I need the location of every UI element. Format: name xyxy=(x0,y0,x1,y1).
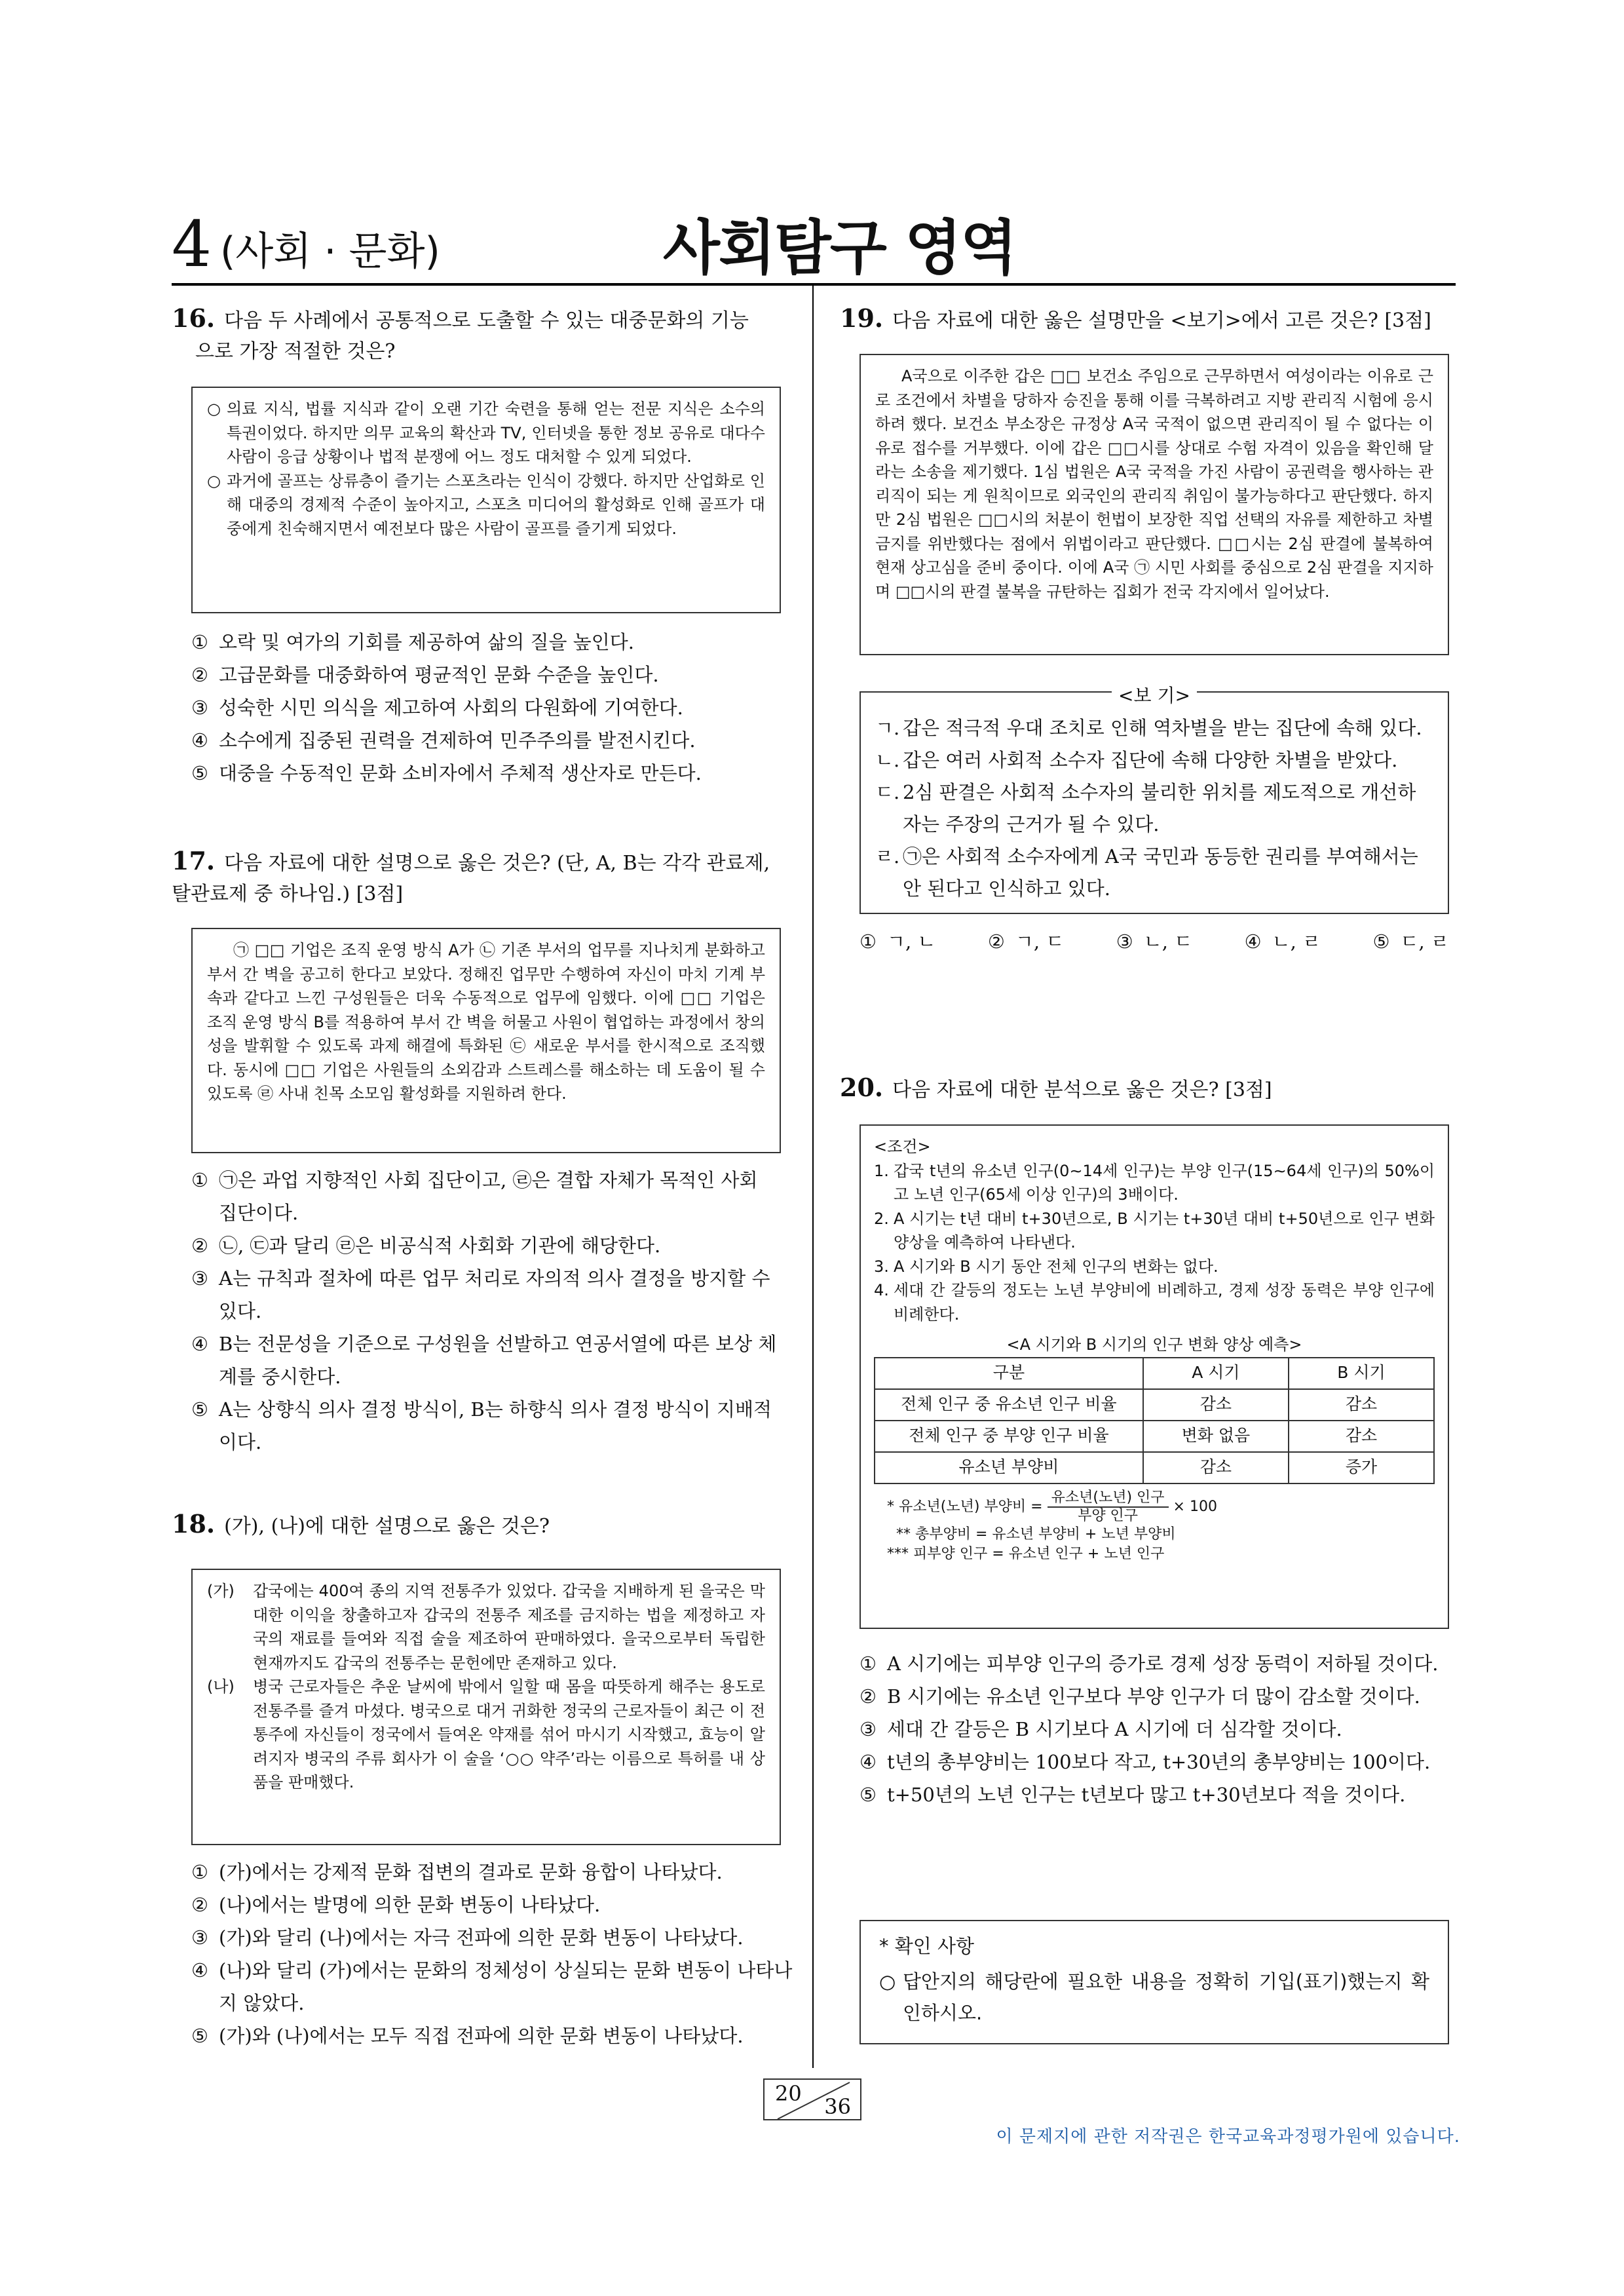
q19-bogi-box xyxy=(859,685,1449,914)
option-2[interactable]: ② B 시기에는 유소년 인구보다 부양 인구가 더 많이 감소할 것이다. xyxy=(859,1685,1420,1708)
option-1[interactable]: ① 오락 및 여가의 기회를 제공하여 삶의 질을 높인다. xyxy=(191,631,635,653)
passage-text: A국으로 이주한 갑은 □□ 보건소 주임으로 근무하면서 여성이라는 이유로 근로 조건에서 차별을 당하자 승진을 통해 이를 극복하려고 지방 관리직 시험에 응시하려 했다. 보건소 부소장은 규정상 A국 국적이 없으면 관리직이 될 수 없다는 이유로 접수를 거부했다. 이에 갑은 □□시를 상대로 수험 자격이 있음을 확인해 달라는 소송을 제기했다. 1심 법원은 A국 국적을 가진 사람이 공권력을 행사하는 관리직이 되는 게 원칙이므로 외국인의 관리직 취임이 불가능하다고 판단했다. 하지만 2심 법원은 □□시의 처분이 헌법이 보장한 직업 선택의 자유를 제한하고 차별 금지를 위반했다는 점에서 위법이라고 판단했다. □□시는 2심 판결에 불복하여 현재 상고심을 준비 중이다. 이에 A국 ㉠ 시민 사회를 중심으로 2심 판결을 지지하며 □□시의 판결 불복을 규탄하는 집회가 전국 각지에서 일어났다. xyxy=(875,367,1433,601)
page-header xyxy=(172,208,1456,287)
option-4[interactable]: ④ B는 전문성을 기준으로 구성원을 선발하고 연공서열에 따른 보상 체계를 중시한다. xyxy=(191,1333,777,1388)
passage-item: ○ 의료 지식, 법률 지식과 같이 오랜 기간 숙련을 통해 얻는 전문 지식은 소수의 특권이었다. 하지만 의무 교육의 확산과 TV, 인터넷을 통한 정보 공유로 대다수 사람이 응급 상황이나 법적 분쟁에 어느 정도 대처할 수 있게 되었다. xyxy=(207,400,765,466)
header-divider xyxy=(172,283,1456,286)
table-header-row xyxy=(875,1358,1434,1389)
option-4[interactable]: ④ 소수에게 집중된 권력을 견제하여 민주주의를 발전시킨다. xyxy=(191,729,696,752)
question-number: 17. xyxy=(172,846,216,875)
column-divider xyxy=(812,286,814,2068)
table-header: 구분 xyxy=(875,1358,1143,1389)
subject-label: (사회 · 문화) xyxy=(220,229,440,275)
passage-item: (가) 갑국에는 400여 종의 지역 전통주가 있었다. 갑국을 지배하게 된 을국은 막대한 이익을 창출하고자 갑국의 전통주 제조를 금지하는 법을 제정하고 자국의 재료를 들여와 직접 술을 제조하여 판매하였다. 을국으로부터 독립한 현재까지도 갑국의 전통주는 문헌에만 존재하고 있다. xyxy=(207,1582,765,1672)
table-cell: 증가 xyxy=(1289,1452,1434,1483)
condition-item: 3. A 시기와 B 시기 동안 전체 인구의 변화는 없다. xyxy=(874,1257,1218,1276)
option-3[interactable]: ③ (가)와 달리 (나)에서는 자극 전파에 의한 문화 변동이 나타났다. xyxy=(191,1926,744,1949)
table-cell: 감소 xyxy=(1289,1421,1434,1452)
option-3[interactable]: ③ 성숙한 시민 의식을 제고하여 사회의 다원화에 기여한다. xyxy=(191,697,683,719)
question-number: 19. xyxy=(840,303,884,333)
table-cell: 감소 xyxy=(1143,1452,1289,1483)
passage-item: (나) 병국 근로자들은 추운 날씨에 밖에서 일할 때 몸을 따뜻하게 해주는 용도로 전통주를 즐겨 마셨다. 병국으로 대거 귀화한 정국의 근로자들이 최근 이 전통주에 자신들이 정국에서 들여온 약재를 섞어 마시기 시작했고, 효능이 알려지자 병국의 주류 회사가 이 술을 ‘○○ 약주’라는 이름으로 특허를 내 상품을 판매했다. xyxy=(207,1677,765,1791)
table-cell: 전체 인구 중 유소년 인구 비율 xyxy=(875,1389,1143,1421)
question-text-cont: 탈관료제 중 하나임.) [3점] xyxy=(172,883,404,906)
option-4[interactable]: ④ (나)와 달리 (가)에서는 문화의 정체성이 상실되는 문화 변동이 나타나지 않았다. xyxy=(191,1959,793,2014)
table-row xyxy=(875,1389,1434,1421)
q16-options xyxy=(191,626,794,790)
q17-passage-box xyxy=(191,928,781,1153)
question-17 xyxy=(172,845,794,909)
q19-passage-box xyxy=(859,354,1449,655)
option-3[interactable]: ③ A는 규칙과 절차에 따른 업무 처리로 자의적 의사 결정을 방지할 수 있다. xyxy=(191,1267,770,1322)
table-cell: 유소년 부양비 xyxy=(875,1452,1143,1483)
option-4[interactable]: ④ ㄴ, ㄹ xyxy=(1244,930,1321,953)
question-text: 다음 자료에 대한 분석으로 옳은 것은? [3점] xyxy=(892,1079,1272,1101)
condition-item: 1. 갑국 t년의 유소년 인구(0∼14세 인구)는 부양 인구(15∼64세 인구)의 50%이고 노년 인구(65세 이상 인구)의 3배이다. xyxy=(874,1161,1435,1204)
page-number-box xyxy=(763,2078,861,2120)
fraction: $\frac{\text{유소년(노년) 인구}}{\text{부양 인구}}$ xyxy=(1048,1489,1169,1525)
table-header: B 시기 xyxy=(1289,1358,1434,1389)
option-1[interactable]: ① ㄱ, ㄴ xyxy=(859,930,936,953)
passage-text: ㉠ □□ 기업은 조직 운영 방식 A가 ㉡ 기존 부서의 업무를 지나치게 분화하고 부서 간 벽을 공고히 한다고 보았다. 정해진 업무만 수행하여 자신이 마치 기계 부속과 같다고 느낀 구성원들은 더욱 수동적으로 업무에 임했다. 이에 □□ 기업은 조직 운영 방식 B를 적용하여 부서 간 벽을 허물고 사원이 협업하는 과정에서 창의성을 발휘할 수 있도록 과제 해결에 특화된 ㉢ 새로운 부서를 한시적으로 조직했다. 동시에 □□ 기업은 사원들의 소외감과 스트레스를 해소하는 데 도움이 될 수 있도록 ㉣ 사내 친목 소모임 활성화를 지원하려 한다. xyxy=(207,941,765,1103)
option-1[interactable]: ① A 시기에는 피부양 인구의 증가로 경제 성장 동력이 저하될 것이다. xyxy=(859,1653,1439,1675)
table-cell: 변화 없음 xyxy=(1143,1421,1289,1452)
bogi-item: ㄱ. 갑은 적극적 우대 조치로 인해 역차별을 받는 집단에 속해 있다. xyxy=(875,717,1422,739)
question-number: 16. xyxy=(172,303,216,333)
note-dependent-pop: *** 피부양 인구 = 유소년 인구 + 노년 인구 xyxy=(887,1545,1165,1562)
question-18 xyxy=(172,1508,794,1542)
question-text: 다음 두 사례에서 공통적으로 도출할 수 있는 대중문화의 기능 xyxy=(224,309,749,332)
question-text: 다음 자료에 대한 설명으로 옳은 것은? (단, A, B는 각각 관료제, xyxy=(224,852,770,875)
page-current: 20 xyxy=(775,2081,802,2106)
bogi-item: ㄷ. 2심 판결은 사회적 소수자의 불리한 위치를 제도적으로 개선하자는 주장의 근거가 될 수 있다. xyxy=(875,781,1416,835)
table-notes xyxy=(874,1489,1435,1564)
option-2[interactable]: ② (나)에서는 발명에 의한 문화 변동이 나타났다. xyxy=(191,1894,601,1916)
table-row xyxy=(875,1421,1434,1452)
confirm-box xyxy=(859,1920,1449,2044)
page-number-label: 4 xyxy=(172,208,212,281)
option-2[interactable]: ② 고급문화를 대중화하여 평균적인 문화 수준을 높인다. xyxy=(191,664,659,686)
condition-label: <조건> xyxy=(874,1138,931,1156)
page-title: 사회탐구 영역 xyxy=(663,214,1016,282)
question-20 xyxy=(840,1072,1456,1105)
question-number: 18. xyxy=(172,1509,216,1539)
bogi-item: ㄹ. ㉠은 사회적 소수자에게 A국 국민과 동등한 권리를 부여해서는 안 된다고 인식하고 있다. xyxy=(875,845,1418,900)
q18-options xyxy=(191,1856,794,2052)
option-3[interactable]: ③ ㄴ, ㄷ xyxy=(1116,930,1193,953)
option-5[interactable]: ⑤ t+50년의 노년 인구는 t년보다 많고 t+30년보다 적을 것이다. xyxy=(859,1784,1406,1806)
table-cell: 감소 xyxy=(1289,1389,1434,1421)
option-5[interactable]: ⑤ ㄷ, ㄹ xyxy=(1372,930,1449,953)
condition-item: 2. A 시기는 t년 대비 t+30년으로, B 시기는 t+30년 대비 t+50년으로 인구 변화 양상을 예측하여 나타낸다. xyxy=(874,1209,1435,1252)
q20-options xyxy=(859,1647,1462,1811)
bogi-label: <보 기> xyxy=(1112,685,1197,706)
option-5[interactable]: ⑤ A는 상향식 의사 결정 방식이, B는 하향식 의사 결정 방식이 지배적이다. xyxy=(191,1398,772,1453)
note-total-ratio: ** 총부양비 = 유소년 부양비 + 노년 부양비 xyxy=(896,1525,1176,1542)
condition-item: 4. 세대 간 갈등의 정도는 노년 부양비에 비례하고, 경제 성장 동력은 부양 인구에 비례한다. xyxy=(874,1281,1435,1324)
option-4[interactable]: ④ t년의 총부양비는 100보다 작고, t+30년의 총부양비는 100이다. xyxy=(859,1751,1431,1773)
option-2[interactable]: ② ㄱ, ㄷ xyxy=(987,930,1065,953)
question-text: (가), (나)에 대한 설명으로 옳은 것은? xyxy=(224,1515,550,1538)
q19-options xyxy=(859,925,1449,958)
confirm-title: * 확인 사항 xyxy=(879,1935,974,1957)
note-dependency-ratio: * 유소년(노년) 부양비 = $\frac{\text{유소년(노년) 인구}}{\text{부양 인구}} \times 100$ xyxy=(887,1489,1217,1524)
population-table xyxy=(874,1357,1435,1484)
option-2[interactable]: ② ㉡, ㉢과 달리 ㉣은 비공식적 사회화 기관에 해당한다. xyxy=(191,1234,661,1257)
page-total: 36 xyxy=(824,2094,851,2119)
q20-data-box xyxy=(859,1124,1449,1629)
q17-options xyxy=(191,1164,781,1459)
confirm-item: ○ 답안지의 해당란에 필요한 내용을 정확히 기입(표기)했는지 확인하시오. xyxy=(879,1970,1429,2024)
copyright-notice: 이 문제지에 관한 저작권은 한국교육과정평가원에 있습니다. xyxy=(996,2127,1460,2147)
option-1[interactable]: ① (가)에서는 강제적 문화 접변의 결과로 문화 융합이 나타났다. xyxy=(191,1861,723,1883)
option-3[interactable]: ③ 세대 간 갈등은 B 시기보다 A 시기에 더 심각할 것이다. xyxy=(859,1718,1342,1740)
table-header: A 시기 xyxy=(1143,1358,1289,1389)
option-1[interactable]: ① ㉠은 과업 지향적인 사회 집단이고, ㉣은 결합 자체가 목적인 사회 집단이다. xyxy=(191,1169,758,1224)
bogi-item: ㄴ. 갑은 여러 사회적 소수자 집단에 속해 다양한 차별을 받았다. xyxy=(875,749,1398,771)
table-cell: 전체 인구 중 부양 인구 비율 xyxy=(875,1421,1143,1452)
passage-item: ○ 과거에 골프는 상류층이 즐기는 스포츠라는 인식이 강했다. 하지만 산업화로 인해 대중의 경제적 수준이 높아지고, 스포츠 미디어의 활성화로 인해 골프가 대중에게 친숙해지면서 예전보다 많은 사람이 골프를 즐기게 되었다. xyxy=(207,471,765,538)
question-number: 20. xyxy=(840,1073,884,1102)
table-row xyxy=(875,1452,1434,1483)
option-5[interactable]: ⑤ (가)와 (나)에서는 모두 직접 전파에 의한 문화 변동이 나타났다. xyxy=(191,2025,744,2047)
table-title: <A 시기와 B 시기의 인구 변화 양상 예측> xyxy=(1006,1335,1302,1354)
question-16 xyxy=(172,303,794,367)
q16-passage-box xyxy=(191,387,781,613)
option-5[interactable]: ⑤ 대중을 수동적인 문화 소비자에서 주체적 생산자로 만든다. xyxy=(191,762,702,784)
question-19 xyxy=(840,303,1456,336)
question-text-cont: 으로 가장 적절한 것은? xyxy=(195,340,396,363)
question-text: 다음 자료에 대한 옳은 설명만을 <보기>에서 고른 것은? [3점] xyxy=(892,309,1431,332)
table-cell: 감소 xyxy=(1143,1389,1289,1421)
q18-passage-box xyxy=(191,1569,781,1845)
